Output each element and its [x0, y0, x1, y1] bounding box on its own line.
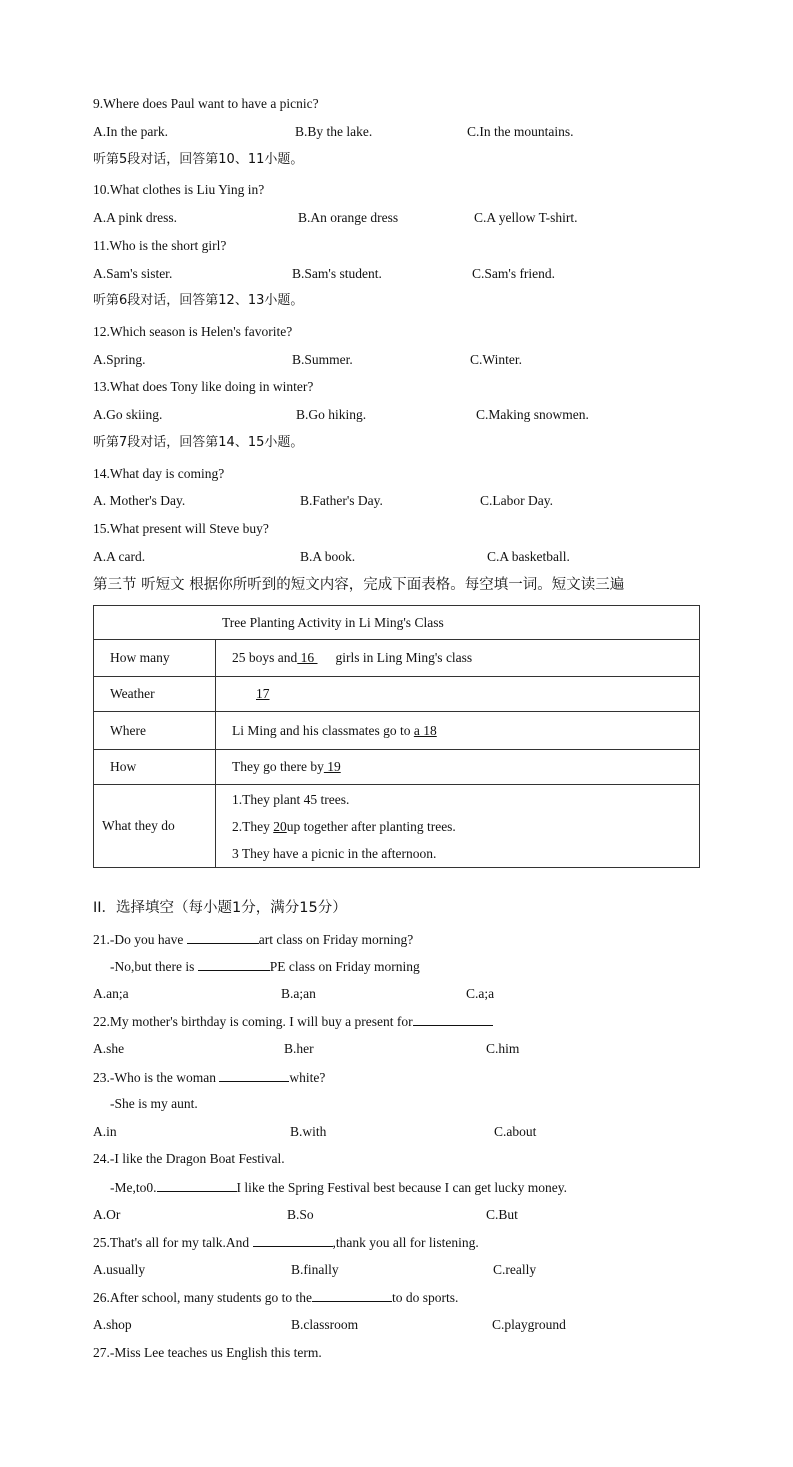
question-text: to do sports. — [391, 1290, 459, 1305]
table-title: Tree Planting Activity in Li Ming's Class — [94, 606, 700, 640]
question-text: PE class on Friday morning — [269, 959, 420, 974]
row-key: Where — [94, 712, 216, 750]
question-text: -No,but there is — [110, 959, 198, 974]
value-text: They go there by — [232, 759, 324, 774]
question-12: 12.Which season is Helen's favorite? — [93, 324, 293, 339]
question-text: 25.That's all for my talk.And — [93, 1235, 253, 1250]
question-10: 10.What clothes is Liu Ying in? — [93, 182, 265, 197]
row-value — [216, 640, 700, 677]
row-value — [216, 712, 700, 750]
question-text: 21.-Do you have — [93, 932, 187, 947]
row-value — [216, 750, 700, 785]
question-22 — [93, 1012, 493, 1031]
fill-blank — [198, 957, 270, 971]
option-c: C.about — [494, 1124, 537, 1139]
option-c: C.Winter. — [470, 352, 522, 367]
question-text: 26.After school, many students go to the — [93, 1290, 312, 1305]
option-b: B.Go hiking. — [296, 407, 367, 422]
section-3-title: 第三节 听短文 根据你所听到的短文内容，完成下面表格。每空填一词。短文读三遍 — [93, 577, 625, 593]
option-b: B.A book. — [300, 549, 356, 564]
question-text: -Me,to0. — [110, 1180, 157, 1195]
question-text: ,thank you all for listening. — [332, 1235, 479, 1250]
question-13: 13.What does Tony like doing in winter? — [93, 379, 314, 394]
question-24-reply — [110, 1178, 567, 1197]
answer-blank-19: 19 — [323, 759, 341, 774]
value-text: Li Ming and his classmates go to — [232, 722, 414, 738]
option-c: C.playground — [492, 1317, 566, 1332]
question-23-reply: -She is my aunt. — [110, 1096, 198, 1111]
question-text: white? — [289, 1070, 326, 1085]
table-row — [94, 750, 700, 785]
table-row — [94, 677, 700, 712]
option-a: A.A pink dress. — [93, 210, 177, 225]
table-row — [94, 640, 700, 677]
option-a: A.an;a — [93, 986, 129, 1001]
option-c: C.Making snowmen. — [476, 407, 589, 422]
activity-item: 1.They plant 45 trees. — [232, 791, 350, 807]
option-a: A.Sam's sister. — [93, 266, 173, 281]
option-b: B.finally — [291, 1262, 339, 1277]
fill-blank — [187, 930, 259, 944]
answer-blank-18: a 18 — [413, 722, 437, 738]
row-key: How — [94, 750, 216, 785]
section-heading: 听第5段对话，回答第10、11小题。 — [93, 152, 304, 167]
row-key: Weather — [94, 677, 216, 712]
activity-table — [93, 605, 700, 868]
question-text: art class on Friday morning? — [258, 932, 414, 947]
option-a: A.A card. — [93, 549, 146, 564]
value-text: girls in Ling Ming's class — [335, 650, 473, 665]
fill-blank — [157, 1178, 237, 1192]
option-b: B.a;an — [281, 986, 316, 1001]
option-c: C.In the mountains. — [467, 124, 574, 139]
question-26 — [93, 1288, 458, 1307]
question-24: 24.-I like the Dragon Boat Festival. — [93, 1151, 285, 1166]
fill-blank — [219, 1068, 289, 1082]
option-b: B.Summer. — [292, 352, 353, 367]
question-11: 11.Who is the short girl? — [93, 238, 227, 253]
option-a: A.Spring. — [93, 352, 146, 367]
section-heading: 听第7段对话，回答第14、15小题。 — [93, 435, 304, 450]
row-value — [216, 677, 700, 712]
question-text: 22.My mother's birthday is coming. I will buy a present for — [93, 1014, 413, 1029]
activity-item: 3 They have a picnic in the afternoon. — [232, 845, 437, 861]
option-a: A.Go skiing. — [93, 407, 163, 422]
question-text: I like the Spring Festival best because I can get lucky money. — [236, 1180, 568, 1195]
question-21 — [93, 930, 413, 949]
option-b: B.Sam's student. — [292, 266, 382, 281]
option-a: A.she — [93, 1041, 125, 1056]
option-a: A.shop — [93, 1317, 132, 1332]
row-key: How many — [94, 640, 216, 677]
part-2-title: II．选择填空（每小题1分，满分15分） — [93, 900, 347, 916]
option-b: B.classroom — [291, 1317, 359, 1332]
table-row — [94, 712, 700, 750]
question-15: 15.What present will Steve buy? — [93, 521, 269, 536]
value-text: up together after planting trees. — [286, 818, 456, 834]
row-value — [216, 785, 700, 868]
option-c: C.But — [486, 1207, 518, 1222]
value-text: 25 boys and — [232, 650, 298, 665]
activity-item — [232, 813, 699, 840]
option-b: B.with — [290, 1124, 327, 1139]
option-b: B.her — [284, 1041, 314, 1056]
answer-blank-17: 17 — [256, 686, 270, 701]
option-c: C.A yellow T-shirt. — [474, 210, 578, 225]
value-text: 2.They — [232, 818, 274, 834]
answer-blank-16: 16 — [297, 650, 318, 665]
section-heading: 听第6段对话，回答第12、13小题。 — [93, 293, 304, 308]
fill-blank — [413, 1012, 493, 1026]
option-a: A.In the park. — [93, 124, 168, 139]
option-c: C.him — [486, 1041, 520, 1056]
fill-blank — [253, 1233, 333, 1247]
table-row — [94, 785, 700, 868]
fill-blank — [312, 1288, 392, 1302]
option-b: B.So — [287, 1207, 314, 1222]
row-key: What they do — [94, 785, 216, 868]
option-c: C.Sam's friend. — [472, 266, 556, 281]
option-c: C.Labor Day. — [480, 493, 553, 508]
question-14: 14.What day is coming? — [93, 466, 225, 481]
option-b: B.Father's Day. — [300, 493, 383, 508]
option-a: A.in — [93, 1124, 117, 1139]
option-c: C.A basketball. — [487, 549, 570, 564]
question-21-reply — [110, 957, 420, 976]
question-25 — [93, 1233, 479, 1252]
option-a: A.usually — [93, 1262, 146, 1277]
option-b: B.An orange dress — [298, 210, 399, 225]
option-c: C.a;a — [466, 986, 495, 1001]
option-c: C.really — [493, 1262, 537, 1277]
question-23 — [93, 1068, 325, 1087]
option-b: B.By the lake. — [295, 124, 373, 139]
question-9: 9.Where does Paul want to have a picnic? — [93, 96, 319, 111]
question-text: 23.-Who is the woman — [93, 1070, 220, 1085]
question-27: 27.-Miss Lee teaches us English this term. — [93, 1345, 322, 1360]
option-a: A.Or — [93, 1207, 121, 1222]
answer-blank-20: 20 — [273, 818, 287, 834]
option-a: A. Mother's Day. — [93, 493, 186, 508]
